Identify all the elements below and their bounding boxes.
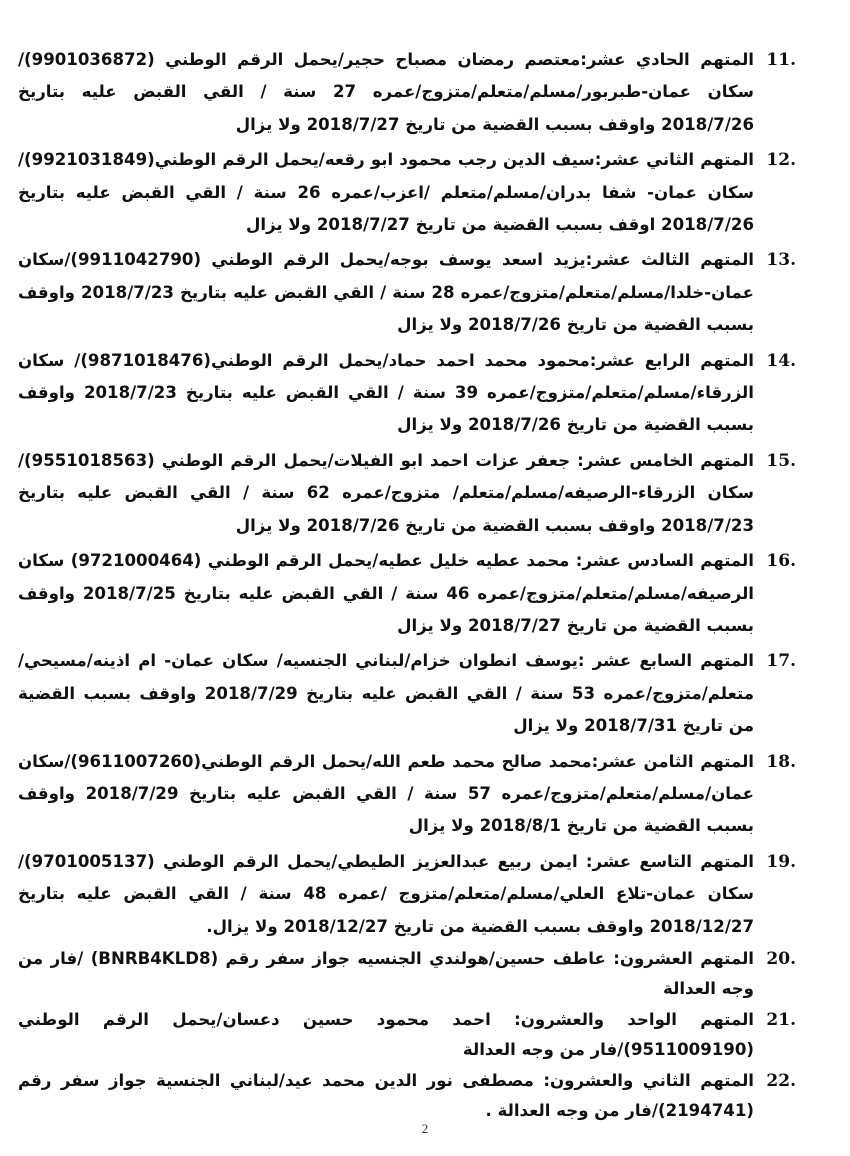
item-number: 19. xyxy=(766,851,796,872)
item-text: المتهم الثاني عشر:سيف الدين رجب محمود ابو رقعه/يحمل الرقم الوطني(9921031849)/سكان عمان- شفا بدران/مسلم/متعلم /اعزب/عمره 26 سنة / القي القبض عليه بتاريخ 2018/7/26 اوقف بسبب القضية من تاريخ 2018/7/27 ولا يزال xyxy=(18,150,754,235)
item-number: 13. xyxy=(766,250,796,271)
item-text: المتهم العشرون: عاطف حسين/هولندي الجنسيه جواز سفر رقم (BNRB4KLD8) /فار من وجه العدالة xyxy=(18,948,754,998)
item-number: 17. xyxy=(766,651,796,672)
page-number: 2 xyxy=(421,1121,429,1136)
item-text: المتهم السادس عشر: محمد عطيه خليل عطيه/يحمل الرقم الوطني (9721000464) سكان الرصيفه/مسلم/متعلم/متزوج/عمره 46 سنة / القي القبض عليه بتاريخ 2018/7/25 واوقف بسبب القضية من تاريخ 2018/7/27 ولا يزال xyxy=(18,551,754,635)
list-item-18 xyxy=(18,746,796,843)
list-item-12 xyxy=(18,144,796,241)
item-number: 22. xyxy=(766,1070,796,1091)
item-text: المتهم السابع عشر :يوسف انطوان خزام/لبناني الجنسيه/ سكان عمان- ام اذينه/مسيحي/متعلم/متزوج/عمره 53 سنة / القي القبض عليه بتاريخ 2018/7/29 واوقف بسبب القضية من تاريخ 2018/7/31 ولا يزال xyxy=(18,651,754,736)
list-item-19 xyxy=(18,846,796,943)
list-item-16 xyxy=(18,545,796,642)
item-number: 11. xyxy=(766,50,796,70)
item-text: المتهم الحادي عشر:معتصم رمضان مصباح حجير/يحمل الرقم الوطني (9901036872)/سكان عمان-طبربور/مسلم/متعلم/متزوج/عمره 27 سنة / القي القبض عليه بتاريخ 2018/7/26 واوقف بسبب القضية من تاريخ 2018/7/27 ولا يزال xyxy=(18,50,754,134)
list-item-15 xyxy=(18,445,796,542)
item-number: 12. xyxy=(766,150,796,171)
item-text: المتهم الواحد والعشرون: احمد محمود حسين دعسان/يحمل الرقم الوطني (9511009190)/فار من وجه العدالة xyxy=(18,1009,754,1059)
item-text: المتهم التاسع عشر: ايمن ربيع عبدالعزيز الطيطي/يحمل الرقم الوطني (9701005137)/ سكان عمان-تلاع العلي/مسلم/متعلم/متزوج /عمره 48 سنة / القي القبض عليه بتاريخ 2018/12/27 واوقف بسبب القضية من تاريخ 2018/12/27 ولا يزال. xyxy=(18,851,754,936)
defendants-list xyxy=(18,44,796,1126)
item-number: 16. xyxy=(766,551,796,572)
list-item-11 xyxy=(18,44,796,141)
item-number: 21. xyxy=(766,1009,796,1030)
item-text: المتهم الثاني والعشرون: مصطفى نور الدين محمد عيد/لبناني الجنسية جواز سفر رقم (2194741)/فار من وجه العدالة . xyxy=(18,1070,754,1120)
list-item-20 xyxy=(18,944,796,1004)
item-number: 20. xyxy=(766,948,796,969)
list-item-21 xyxy=(18,1005,796,1065)
item-text: المتهم الثالث عشر:يزيد اسعد يوسف بوجه/يحمل الرقم الوطني (9911042790)/سكان عمان-خلدا/مسلم/متعلم/متزوج/عمره 28 سنة / القي القبض عليه بتاريخ 2018/7/23 واوقف بسبب القضية من تاريخ 2018/7/26 ولا يزال xyxy=(18,250,754,335)
list-item-17 xyxy=(18,645,796,742)
item-number: 14. xyxy=(766,350,796,371)
item-text: المتهم الثامن عشر:محمد صالح محمد طعم الله/يحمل الرقم الوطني(9611007260)/سكان عمان/مسلم/متعلم/متزوج/عمره 57 سنة / القي القبض عليه بتاريخ 2018/7/29 واوقف بسبب القضية من تاريخ 2018/8/1 ولا يزال xyxy=(18,751,754,836)
item-text: المتهم الخامس عشر: جعفر عزات احمد ابو الفيلات/يحمل الرقم الوطني (9551018563)/سكان الزرقاء-الرصيفه/مسلم/متعلم/ متزوج/عمره 62 سنة / القي القبض عليه بتاريخ 2018/7/23 واوقف بسبب القضية من تاريخ 2018/7/26 ولا يزال xyxy=(18,450,754,535)
list-item-22 xyxy=(18,1066,796,1126)
item-text: المتهم الرابع عشر:محمود محمد احمد حماد/يحمل الرقم الوطني(9871018476)/ سكان الزرقاء/مسلم/متعلم/متزوج/عمره 39 سنة / القي القبض عليه بتاريخ 2018/7/23 واوقف بسبب القضية من تاريخ 2018/7/26 ولا يزال xyxy=(18,350,754,435)
list-item-14 xyxy=(18,345,796,442)
item-number: 18. xyxy=(766,751,796,772)
list-item-13 xyxy=(18,244,796,341)
item-number: 15. xyxy=(766,450,796,471)
